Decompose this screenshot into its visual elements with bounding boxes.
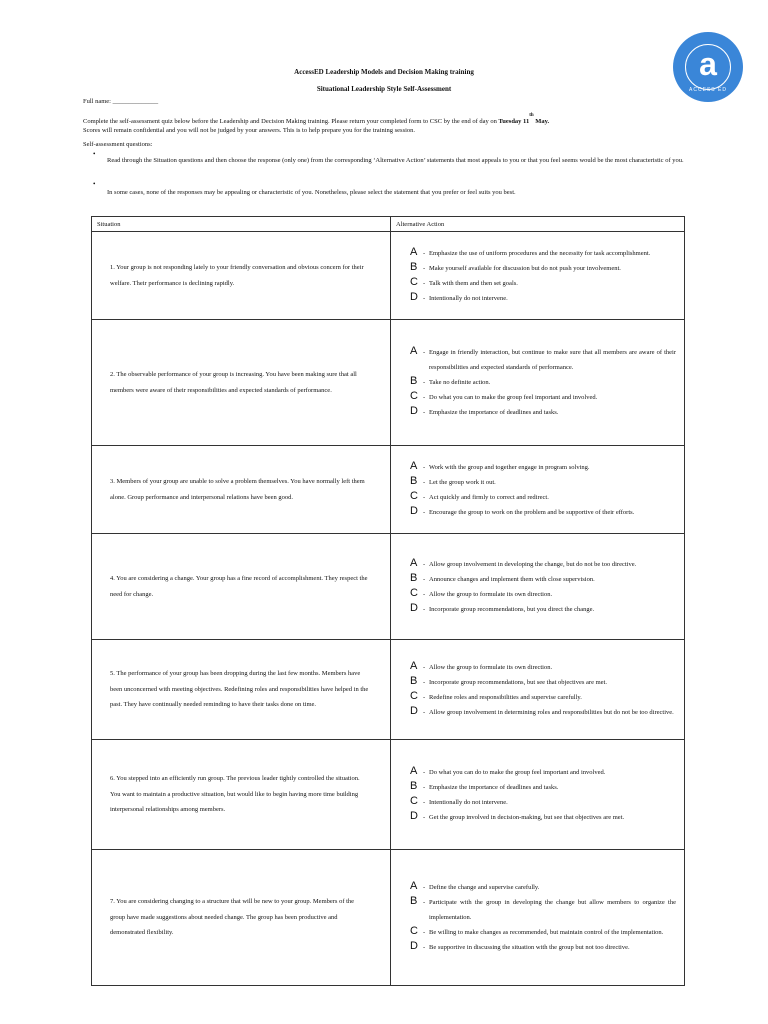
actions-cell [391,740,685,850]
actions-cell [391,232,685,320]
option-letter: A [410,880,418,892]
full-name-label: Full name: ______________ [83,98,159,105]
option-separator: - [423,708,426,716]
option-letter: A [410,659,418,672]
option-letter: C [410,925,418,937]
action-option[interactable] [410,587,676,602]
action-option[interactable] [410,405,676,420]
option-letter: C [410,489,418,502]
option-text: Allow the group to formulate its own direction. [429,663,553,671]
option-separator: - [423,783,426,791]
actions-cell [391,320,685,446]
option-text: Be willing to make changes as recommended, but maintain control of the implementation. [429,929,664,936]
action-option[interactable] [410,291,676,306]
option-separator: - [423,929,426,936]
option-separator: - [423,798,426,806]
option-text: Make yourself available for discussion but do not push your involvement. [429,264,621,272]
action-option[interactable] [410,925,676,940]
option-text: Get the group involved in decision-making, but see that objectives are met. [429,813,625,821]
option-letter: B [410,375,418,387]
logo-brand-text: ACCESS ED [689,87,727,93]
action-option[interactable] [410,375,676,390]
situation-cell: 2. The observable performance of your group is increasing. You have been making sure that all members were aware of their responsibilities and expected standards of performance. [92,320,391,446]
option-separator: - [423,279,426,287]
action-option[interactable] [410,705,676,720]
option-text: Announce changes and implement them with close supervision. [429,575,595,583]
option-separator: - [423,590,426,598]
option-separator: - [423,394,426,401]
option-separator: - [423,899,426,906]
action-option[interactable] [410,810,676,825]
option-text: Emphasize the importance of deadlines and tasks. [429,783,559,791]
option-text: Allow group involvement in determining roles and responsibilities but do not be too directive. [429,708,674,716]
action-option[interactable] [410,475,676,490]
action-option[interactable] [410,490,676,505]
table-row [92,740,685,850]
option-separator: - [423,409,426,416]
option-letter: A [410,245,418,258]
option-text: Talk with them and then set goals. [429,279,518,287]
table-row [92,320,685,446]
option-separator: - [423,605,426,613]
option-separator: - [423,944,426,951]
option-separator: - [423,813,426,821]
option-separator: - [423,463,426,471]
action-option[interactable] [410,602,676,617]
option-text: Do what you can do to make the group feel important and involved. [429,768,606,776]
action-option[interactable] [410,940,676,955]
action-option[interactable] [410,675,676,690]
action-option[interactable] [410,276,676,291]
option-text: Incorporate group recommendations, but you direct the change. [429,605,595,613]
option-text: Define the change and supervise carefully. [429,884,540,891]
option-separator: - [423,493,426,501]
option-separator: - [423,678,426,686]
document-title: AccessED Leadership Models and Decision Making training [294,68,474,76]
instruction-prefix: Complete the self-assessment quiz below before the Leadership and Decision Making training. Please return your completed form to CSC by the end of day on [83,118,499,125]
option-letter: C [410,794,418,807]
action-option[interactable] [410,780,676,795]
action-option[interactable] [410,505,676,520]
option-letter: D [410,940,418,952]
option-text: Participate with the group in developing the change but allow members to organize the implementation. [429,899,676,921]
logo-letter: a [699,46,717,82]
option-text: Take no definite action. [429,379,491,386]
situation-cell: 6. You stepped into an efficiently run group. The previous leader tightly controlled the situation. You want to maintain a productive situation, but would like to begin having more time building interpersonal relationships among members. [92,740,391,850]
option-separator: - [423,560,426,568]
option-letter: B [410,571,418,584]
actions-cell [391,640,685,740]
option-separator: - [423,478,426,486]
option-letter: C [410,586,418,599]
option-separator: - [423,264,426,272]
header-alternative-action: Alternative Action [391,217,685,232]
situation-cell: 4. You are considering a change. Your group has a fine record of accomplishment. They respect the need for change. [92,534,391,640]
table-row [92,534,685,640]
situation-cell: 5. The performance of your group has been dropping during the last few months. Members have been unconcerned with meeting objectives. Redefining roles and responsibilities have helped in the past. They have continually needed reminding to have their tasks done on time. [92,640,391,740]
option-text: Incorporate group recommendations, but see that objectives are met. [429,678,607,686]
option-letter: D [410,601,418,614]
option-text: Act quickly and firmly to correct and redirect. [429,493,549,501]
option-text: Do what you can to make the group feel important and involved. [429,394,598,401]
option-separator: - [423,693,426,701]
option-letter: A [410,345,418,357]
option-text: Intentionally do not intervene. [429,798,508,806]
option-letter: A [410,764,418,777]
bullet-text: Read through the Situation questions and then choose the response (only one) from the corresponding ‘Alternative Action’ statements that most appeals to you or that you feel seems would be the most characteristic of you. [107,157,684,164]
action-option[interactable] [410,261,676,276]
action-option[interactable] [410,690,676,705]
option-text: Engage in friendly interaction, but continue to make sure that all members are aware of their responsibilities and expected standards of performance. [429,349,676,371]
assessment-table [91,216,685,986]
option-separator: - [423,575,426,583]
action-option[interactable] [410,880,676,895]
option-separator: - [423,884,426,891]
option-text: Allow group involvement in developing the change, but do not be too directive. [429,560,637,568]
option-text: Let the group work it out. [429,478,496,486]
action-option[interactable] [410,765,676,780]
situation-cell: 1. Your group is not responding lately to your friendly conversation and obvious concern for their welfare. Their performance is declining rapidly. [92,232,391,320]
option-text: Redefine roles and responsibilities and supervise carefully. [429,693,582,701]
action-option[interactable] [410,557,676,572]
table-header-row [92,217,685,232]
situation-cell: 3. Members of your group are unable to solve a problem themselves. You have normally left them alone. Group performance and interpersonal relations have been good. [92,446,391,534]
header-situation: Situation [92,217,391,232]
actions-cell [391,534,685,640]
action-option[interactable] [410,895,676,925]
option-text: Be supportive in discussing the situation with the group but not too directive. [429,944,630,951]
option-text: Emphasize the use of uniform procedures and the necessity for task accomplishment. [429,249,651,257]
option-letter: C [410,390,418,402]
action-option[interactable] [410,390,676,405]
option-letter: C [410,689,418,702]
option-separator: - [423,349,426,356]
option-letter: A [410,556,418,569]
option-text: Intentionally do not intervene. [429,294,508,302]
due-day: Tuesday 11 [498,118,530,125]
option-separator: - [423,508,426,516]
option-letter: D [410,290,418,303]
option-letter: A [410,459,418,472]
option-letter: B [410,895,418,907]
option-text: Encourage the group to work on the problem and be supportive of their efforts. [429,508,635,516]
option-letter: D [410,504,418,517]
option-text: Work with the group and together engage in program solving. [429,463,590,471]
option-separator: - [423,768,426,776]
action-option[interactable] [410,795,676,810]
option-separator: - [423,294,426,302]
due-month: May. [533,118,550,125]
table-row [92,446,685,534]
bullet-icon: • [93,180,96,188]
document-subtitle: Situational Leadership Style Self-Assessment [316,85,452,93]
due-sup: th [529,113,534,118]
option-letter: B [410,474,418,487]
situation-cell: 7. You are considering changing to a structure that will be new to your group. Members of the group have made suggestions about needed change. The group has been productive and demonstrated flexibility. [92,850,391,986]
action-option[interactable] [410,345,676,375]
option-letter: B [410,779,418,792]
option-separator: - [423,249,426,257]
option-text: Emphasize the importance of deadlines and tasks. [429,409,559,416]
action-option[interactable] [410,460,676,475]
option-letter: B [410,674,418,687]
action-option[interactable] [410,572,676,587]
actions-cell [391,850,685,986]
option-separator: - [423,379,426,386]
table-row [92,232,685,320]
option-letter: D [410,704,418,717]
option-separator: - [423,663,426,671]
table-row [92,640,685,740]
option-text: Allow the group to formulate its own direction. [429,590,553,598]
actions-cell [391,446,685,534]
instruction-line [83,111,549,126]
option-letter: C [410,275,418,288]
bullet-icon: • [93,150,96,158]
questions-label: Self-assessment questions: [83,141,153,148]
action-option[interactable] [410,660,676,675]
bullet-text: In some cases, none of the responses may be appealing or characteristic of you. Nonetheless, please select the statement that you prefer or feel suits you best. [107,189,516,196]
action-option[interactable] [410,246,676,261]
confidential-note: Scores will remain confidential and you will not be judged by your answers. This is to help prepare you for the training session. [83,127,416,134]
option-letter: D [410,405,418,417]
table-row [92,850,685,986]
option-letter: D [410,809,418,822]
option-letter: B [410,260,418,273]
